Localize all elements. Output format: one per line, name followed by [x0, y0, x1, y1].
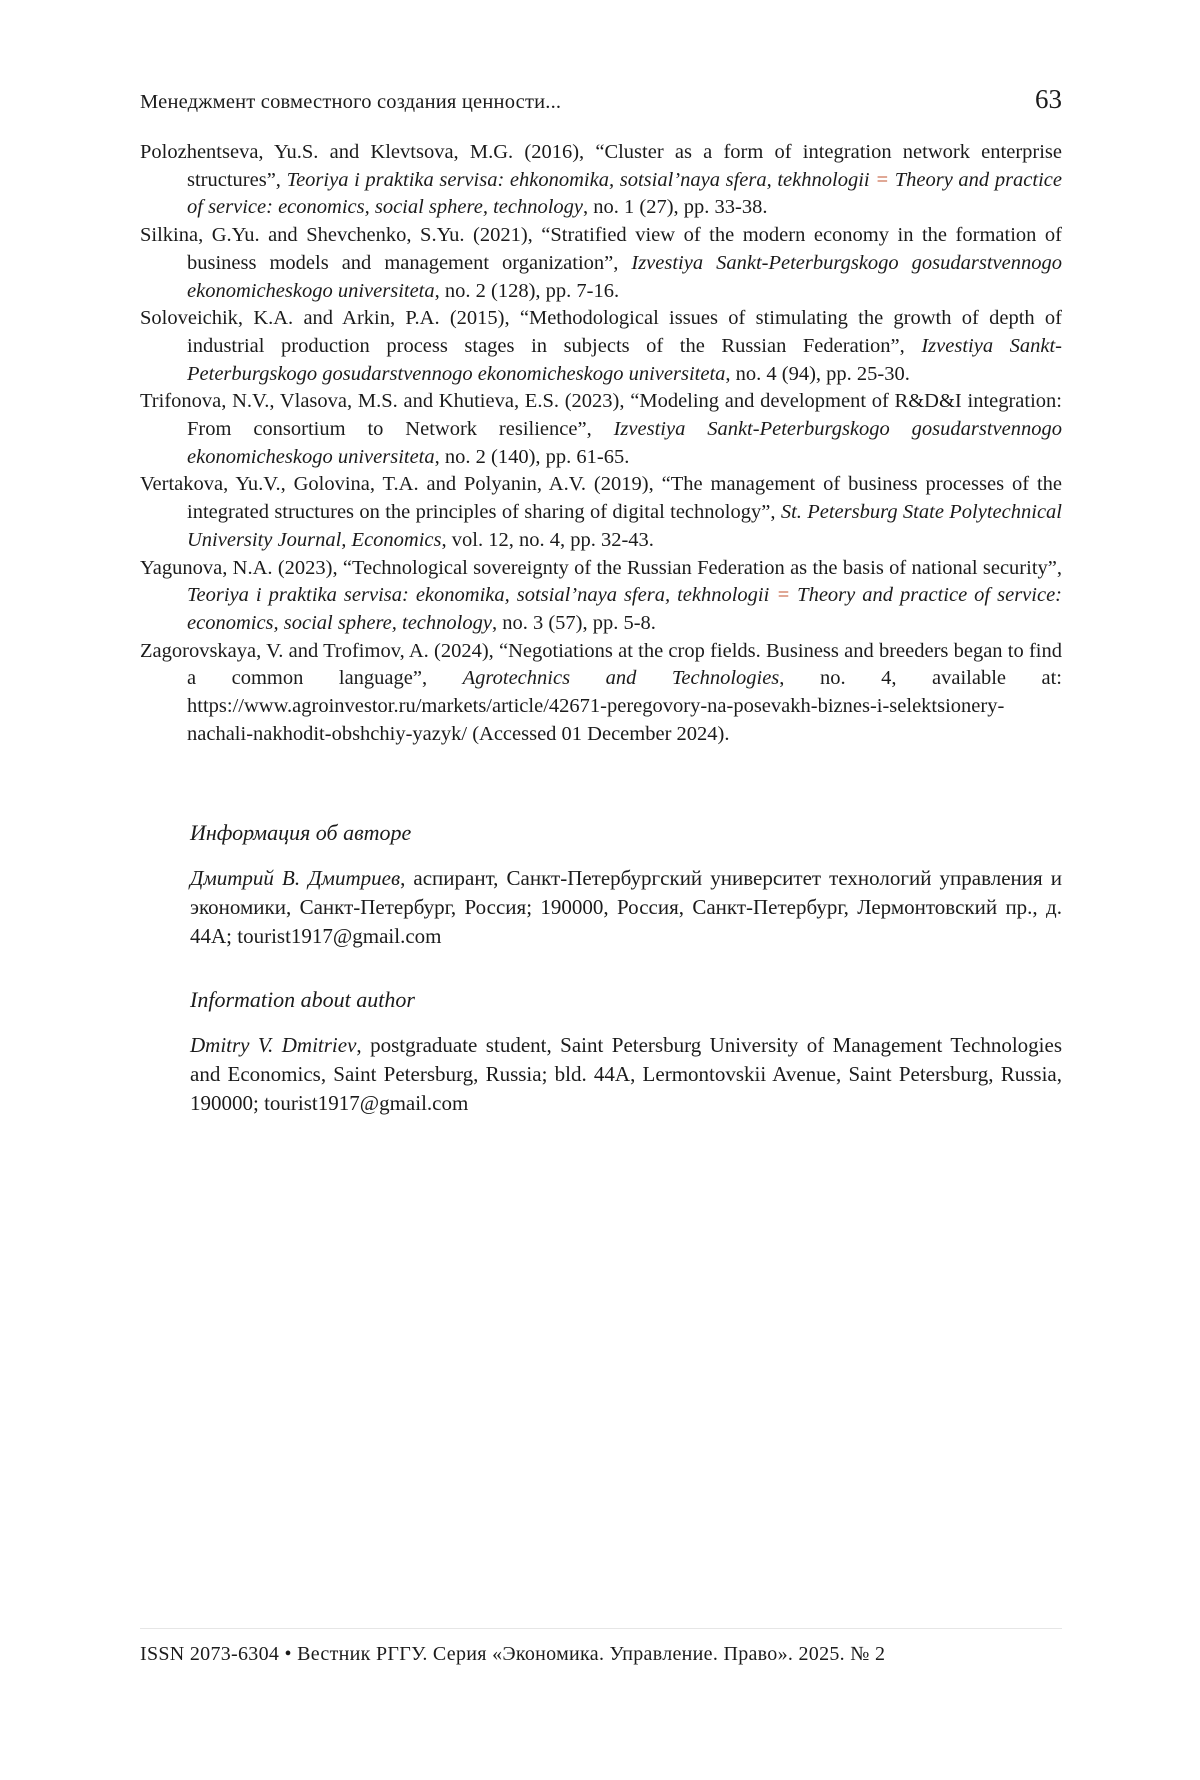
reference-item — [140, 471, 1062, 554]
reference-item — [140, 305, 1062, 388]
section-heading-ru: Информация об авторе — [190, 820, 412, 846]
italic-text: Izvestiya Sankt-Peterburgskogo gosudarstvennogo ekonomicheskogo universiteta — [187, 334, 1062, 385]
italic-text: Theory and practice of service: economics, social sphere, technology — [187, 584, 1062, 634]
text: Trifonova, N.V., Vlasova, M.S. and Khutieva, E.S. (2023), “Modeling and development of R&D&I integration: From consortium to Network resilience”, — [140, 390, 1062, 441]
text: , аспирант, Санкт-Петербургский университет технологий управления и экономики, Санкт-Петербург, Россия; 190000, Россия, Санкт-Петербург, Лермонтовский пр., д. 44А; tourist1917@gmail.com — [190, 866, 1062, 949]
footer-issn-line: ISSN 2073-6304 • Вестник РГГУ. Серия «Экономика. Управление. Право». 2025. № 2 — [140, 1643, 886, 1665]
text: , no. 2 (140), pp. 61-65. — [434, 445, 630, 468]
text: , postgraduate student, Saint Petersburg University of Management Technologies and Economics, Saint Petersburg, Russia; bld. 44A, Lermontovskii Avenue, Saint Petersburg, Russia, 190000; tourist1917@gmail.com — [190, 1033, 1062, 1116]
text: Vertakova, Yu.V., Golovina, T.A. and Polyanin, A.V. (2019), “The management of business processes of the integrated structures on the principles of sharing of digital technology”, — [140, 473, 1062, 524]
section-heading-en: Information about author — [190, 987, 415, 1013]
text: , no. 4, available at: https://www.agroinvestor.ru/markets/article/42671-peregovory-na-posevakh-biznes-i-selektsionery-nachali-nakhodit-obshchiy-yazyk/ (Accessed 01 December 2024). — [187, 667, 1062, 745]
reference-item — [140, 222, 1062, 305]
italic-text: Дмитрий В. Дмитриев — [190, 866, 401, 891]
page-header — [140, 84, 1062, 115]
text: , no. 3 (57), pp. 5-8. — [491, 611, 656, 634]
italic-text: Teoriya i praktika servisa: ehkonomika, sotsial’naya sfera, tekhnologii — [286, 168, 876, 191]
reference-item — [140, 555, 1062, 638]
page-number: 63 — [1035, 84, 1062, 114]
text: , no. 1 (27), pp. 33-38. — [583, 196, 768, 219]
author-info-ru — [190, 820, 1062, 951]
page-footer — [140, 1628, 1062, 1666]
text: , no. 2 (128), pp. 7-16. — [434, 279, 620, 302]
text: Polozhentseva, Yu.S. and Klevtsova, M.G. (2016), “Cluster as a form of integration network enterprise structures”, — [140, 141, 1062, 191]
author-paragraph-en — [190, 1031, 1062, 1118]
italic-text: Theory and practice of service: economics, social sphere, technology — [187, 168, 1062, 219]
italic-text: Izvestiya Sankt-Peterburgskogo gosudarstvennogo ekonomicheskogo universiteta — [187, 418, 1062, 468]
text: , no. 4 (94), pp. 25-30. — [725, 362, 910, 385]
reference-item — [140, 388, 1062, 471]
text: Silkina, G.Yu. and Shevchenko, S.Yu. (2021), “Stratified view of the modern economy in the formation of business models and management organization”, — [140, 224, 1062, 274]
text: Yagunova, N.A. (2023), “Technological sovereignty of the Russian Federation as the basis of national security”, — [140, 556, 1062, 579]
italic-text: Teoriya i praktika servisa: ekonomika, sotsial’naya sfera, tekhnologii — [187, 584, 777, 607]
text: Soloveichik, K.A. and Arkin, P.A. (2015), “Methodological issues of stimulating the growth of depth of industrial production process stages in subjects of the Russian Federation”, — [140, 307, 1062, 357]
italic-text: Dmitry V. Dmitriev — [190, 1033, 357, 1058]
author-info-en — [190, 987, 1062, 1118]
text: , vol. 12, no. 4, pp. 32-43. — [441, 528, 654, 551]
text: Zagorovskaya, V. and Trofimov, A. (2024), “Negotiations at the crop fields. Business and breeders began to find a common language”, — [140, 639, 1062, 690]
running-head: Менеджмент совместного создания ценности... — [140, 91, 562, 113]
italic-text: = — [776, 584, 791, 607]
reference-item — [140, 638, 1062, 749]
reference-item — [140, 139, 1062, 222]
references-list — [140, 139, 1062, 748]
italic-text: Agrotechnics and Technologies — [462, 667, 780, 690]
italic-text: = — [875, 168, 890, 191]
italic-text: Izvestiya Sankt-Peterburgskogo gosudarstvennogo ekonomicheskogo universiteta — [187, 251, 1062, 302]
author-paragraph-ru — [190, 864, 1062, 951]
page-content — [140, 84, 1062, 1118]
italic-text: St. Petersburg State Polytechnical University Journal, Economics — [187, 501, 1062, 551]
